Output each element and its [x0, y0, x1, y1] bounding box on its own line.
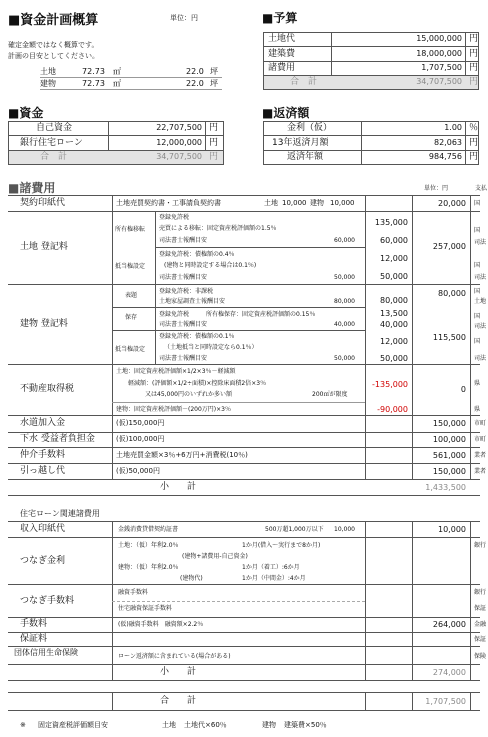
payee: 国	[474, 313, 481, 320]
budget-land-label: 土地代	[268, 34, 296, 44]
payee: 国	[474, 227, 481, 234]
unit-yen: 円	[469, 49, 479, 59]
note-line-2: 計画の目安としてください。	[8, 52, 99, 60]
loan-stamp-range: 500万超1,000万以下	[265, 526, 324, 533]
contract-land-label: 土地	[264, 199, 278, 207]
land-area-value: 72.73	[82, 67, 105, 76]
footnote-mark: ※	[20, 721, 26, 729]
bridge-line: 建物：（仮）年利2.0％	[118, 564, 179, 571]
land-reg-sub-transfer: 所有権移転	[115, 226, 146, 233]
budget-total-value: 34,707,500	[416, 77, 462, 86]
contract-bldg-label: 建物	[310, 199, 324, 207]
repay-yearly-value: 984,756	[428, 152, 462, 161]
bldg-reg-sub-title: 表題	[125, 292, 138, 299]
payee: 国	[474, 338, 481, 345]
land-reg-value: 60,000	[380, 236, 408, 245]
bldg-reg-sub-preserve: 保存	[125, 314, 138, 321]
payee: 司法	[474, 239, 487, 246]
bldg-reg-value: 13,500	[380, 309, 408, 318]
grand-total-value: 1,707,500	[425, 697, 466, 706]
bldg-reg-line: 司法書士報酬目安	[159, 321, 208, 328]
bldg-reg-line: 所有権保存：固定資産税評価額の0.15％	[206, 311, 316, 318]
budget-misc-label: 諸費用	[268, 63, 296, 73]
repay-rate-value: 1.00	[444, 123, 462, 132]
funds-total-label: 合 計	[40, 152, 68, 162]
costs-subtotal-label: 小 計	[160, 482, 197, 492]
repay-yearly-label: 返済年額	[287, 152, 324, 162]
bridge-interest-label: つなぎ金利	[20, 556, 66, 566]
payee: 保証	[474, 605, 487, 612]
loan-stamp-label: 収入印紙代	[20, 524, 66, 534]
payee: 国	[474, 288, 481, 295]
loan-subtotal: 274,000	[432, 668, 466, 677]
footnote-bldg-value: 建築費×50％	[284, 721, 327, 729]
note-line-1: 確定金額ではなく概算です。	[8, 41, 99, 49]
footnote-text: 固定資産税評価額目安	[38, 721, 108, 729]
bridge-fee-line: 住宅融資保証手数料	[118, 605, 173, 612]
funds-own-value: 22,707,500	[156, 123, 202, 132]
unit-yen: 円	[469, 152, 479, 162]
unit-yen: 円	[469, 138, 479, 148]
land-reg-line-value: 50,000	[334, 274, 355, 281]
funds-loan-value: 12,000,000	[156, 138, 202, 147]
land-reg-line: 売買による移転：固定資産税評価額の1.5％	[159, 225, 277, 232]
contract-bldg-value: 10,000	[330, 199, 355, 207]
payee: 市町	[474, 436, 487, 443]
bldg-registration-label: 建物 登記料	[20, 319, 68, 329]
funds-total-value: 34,707,500	[156, 152, 202, 161]
payee: 保証	[474, 636, 487, 643]
bridge-line: 1か月（中間金）:4か月	[242, 575, 306, 582]
repay-title: ■返済額	[262, 106, 310, 120]
bldg-area-label: 建物	[40, 79, 56, 88]
bldg-reg-title-amount: 80,000	[438, 289, 466, 298]
bldg-reg-total: 115,500	[432, 333, 466, 342]
bldg-reg-line: 登録免許税：債権額の0.1％	[159, 333, 235, 340]
land-registration-label: 土地 登記料	[20, 242, 68, 252]
acq-total: 0	[460, 385, 466, 394]
land-reg-sub-mortgage: 抵当権設定	[115, 263, 146, 270]
payee: 業者	[474, 468, 487, 475]
land-reg-value: 50,000	[380, 272, 408, 281]
fee-desc: (仮)融資手数料 融資額×2.2％	[118, 621, 204, 628]
costs-title: ■諸費用	[8, 181, 56, 195]
bldg-reg-line-value: 40,000	[334, 321, 355, 328]
bldg-reg-line: （土地抵当と同時設定なら0.1％）	[164, 344, 258, 351]
bldg-area-unit: ㎡	[113, 79, 121, 88]
bldg-reg-sub-mortgage: 抵当権設定	[115, 346, 146, 353]
unit-yen: 円	[209, 123, 219, 133]
bldg-tsubo-value: 22.0	[186, 79, 204, 88]
acq-line: 土地：固定資産税評価額×1/2×3％－軽減額	[116, 368, 236, 375]
payee-column: 支払	[475, 185, 488, 192]
fee-label: 手数料	[20, 619, 48, 629]
contract-land-value: 10,000	[282, 199, 307, 207]
unit-yen: 円	[209, 152, 219, 162]
payee: 業者	[474, 452, 487, 459]
unit-yen: 円	[209, 138, 219, 148]
unit-yen: 円	[469, 77, 479, 87]
payee: 土地	[474, 298, 487, 305]
land-reg-line: 登録免許税：債権額の0.4％	[159, 251, 235, 258]
budget-build-value: 18,000,000	[416, 49, 462, 58]
budget-land-value: 15,000,000	[416, 34, 462, 43]
contract-stamp-label: 契約印紙代	[20, 198, 66, 208]
footnote-land-label: 土地	[162, 721, 176, 729]
funds-loan-label: 銀行住宅ローン	[20, 138, 83, 148]
footnote-bldg-label: 建物	[262, 721, 276, 729]
moving-amount: 150,000	[432, 467, 466, 476]
budget-build-label: 建築費	[268, 49, 296, 59]
unit-yen: 円	[469, 34, 479, 44]
footnote-land-value: 土地代×60％	[184, 721, 227, 729]
repay-monthly-label: 13年返済月額	[272, 138, 329, 148]
bldg-reg-line: 登録免許税	[159, 311, 190, 318]
acq-line: 200㎡が限度	[312, 391, 348, 398]
bldg-reg-value: 12,000	[380, 337, 408, 346]
loan-subtotal-label: 小 計	[160, 667, 197, 677]
payee: 銀行	[474, 589, 487, 596]
costs-subtotal: 1,433,500	[425, 483, 466, 492]
budget-misc-value: 1,707,500	[421, 63, 462, 72]
land-reg-line-value: 60,000	[334, 237, 355, 244]
loan-stamp-value: 10,000	[334, 526, 355, 533]
acq-land-value: -135,000	[372, 380, 408, 389]
sewer-desc: (仮)100,000円	[116, 435, 165, 443]
life-insurance-desc: ローン返済額に含まれている(場合がある)	[118, 653, 231, 660]
acq-line: 又は45,000円のいずれか多い額	[145, 391, 232, 398]
payee: 司法	[474, 355, 487, 362]
bridge-fee-label: つなぎ手数料	[20, 596, 75, 606]
water-amount: 150,000	[432, 419, 466, 428]
payee: 国	[474, 200, 481, 207]
grand-total-label: 合 計	[160, 696, 197, 706]
payee: 司法	[474, 274, 487, 281]
acq-line: 軽減額：(評価額×1/2÷面積)×控除床面積2倍×3％	[128, 380, 267, 387]
broker-amount: 561,000	[432, 451, 466, 460]
moving-label: 引っ越し代	[20, 466, 66, 476]
bridge-line: 1か月(借入〜実行まで8か月)	[242, 542, 321, 549]
acq-bldg-value: -90,000	[377, 405, 408, 414]
tsubo-unit: 坪	[210, 79, 218, 88]
broker-label: 仲介手数料	[20, 450, 66, 460]
land-reg-line: 司法書士報酬目安	[159, 237, 208, 244]
costs-unit: 単位：円	[424, 185, 449, 192]
bldg-reg-line: 土地家屋調査士報酬目安	[159, 298, 226, 305]
repay-rate-label: 金利（仮）	[287, 123, 333, 133]
land-tsubo-value: 22.0	[186, 67, 204, 76]
life-insurance-label: 団体信用生命保険	[14, 648, 78, 657]
bridge-line: 土地：（仮）年利2.0％	[118, 542, 179, 549]
bldg-reg-value: 80,000	[380, 296, 408, 305]
payee: 金融	[474, 621, 487, 628]
water-desc: (仮)150,000円	[116, 419, 165, 427]
payee: 国	[474, 262, 481, 269]
funds-own-label: 自己資金	[36, 123, 73, 133]
water-label: 水道加入金	[20, 418, 66, 428]
payee: 県	[474, 380, 481, 387]
guarantee-label: 保証料	[20, 634, 48, 644]
loan-section-title: 住宅ローン関連諸費用	[20, 509, 100, 518]
funds-title: ■資金	[8, 106, 44, 120]
payee: 銀行	[474, 542, 487, 549]
payee: 市町	[474, 420, 487, 427]
land-reg-total: 257,000	[432, 242, 466, 251]
bldg-reg-line: 登録免許税：非課税	[159, 288, 214, 295]
unit-percent: ％	[469, 123, 479, 133]
land-reg-line: 司法書士報酬目安	[159, 274, 208, 281]
budget-total-label: 合 計	[290, 77, 318, 87]
sewer-label: 下水 受益者負担金	[20, 434, 95, 444]
overview-title: ■資金計画概算	[8, 13, 99, 28]
bldg-reg-line-value: 80,000	[334, 298, 355, 305]
bldg-reg-value: 40,000	[380, 320, 408, 329]
contract-amount: 20,000	[438, 199, 466, 208]
land-area-label: 土地	[40, 67, 56, 76]
loan-stamp-desc: 金銭消費貸借契約証書	[118, 526, 179, 533]
moving-desc: (仮)50,000円	[116, 467, 160, 475]
land-reg-line: 登録免許税	[159, 214, 190, 221]
bridge-line: (建物代)	[180, 575, 203, 582]
acquisition-tax-label: 不動産取得税	[20, 384, 75, 394]
bldg-reg-value: 50,000	[380, 354, 408, 363]
fee-amount: 264,000	[432, 620, 466, 629]
unit-label: 単位：円	[170, 14, 198, 22]
payee: 県	[474, 406, 481, 413]
bldg-area-value: 72.73	[82, 79, 105, 88]
broker-desc: 土地売買金額×3％+6万円+消費税(10％)	[116, 451, 248, 459]
budget-title: ■予算	[262, 11, 298, 25]
acq-line: 建物：固定資産税評価額－(200万円)×3％	[116, 406, 231, 413]
payee: 司法	[474, 323, 487, 330]
land-area-unit: ㎡	[113, 67, 121, 76]
tsubo-unit: 坪	[210, 67, 218, 76]
land-reg-value: 135,000	[374, 218, 408, 227]
bldg-reg-line-value: 50,000	[334, 355, 355, 362]
repay-monthly-value: 82,063	[434, 138, 462, 147]
land-reg-value: 12,000	[380, 254, 408, 263]
sewer-amount: 100,000	[432, 435, 466, 444]
bridge-line: (建物+諸費用-自己資金)	[182, 553, 248, 560]
bldg-reg-line: 司法書士報酬目安	[159, 355, 208, 362]
contract-stamp-desc: 土地売買契約書・工事請負契約書	[116, 199, 221, 207]
land-reg-line: (建物と同時設定する場合は0.1％)	[164, 262, 257, 269]
unit-yen: 円	[469, 63, 479, 73]
loan-stamp-amount: 10,000	[438, 525, 466, 534]
bridge-line: 1か月（着工）:6か月	[242, 564, 300, 571]
bridge-fee-line: 融資手数料	[118, 589, 149, 596]
payee: 保険	[474, 653, 487, 660]
